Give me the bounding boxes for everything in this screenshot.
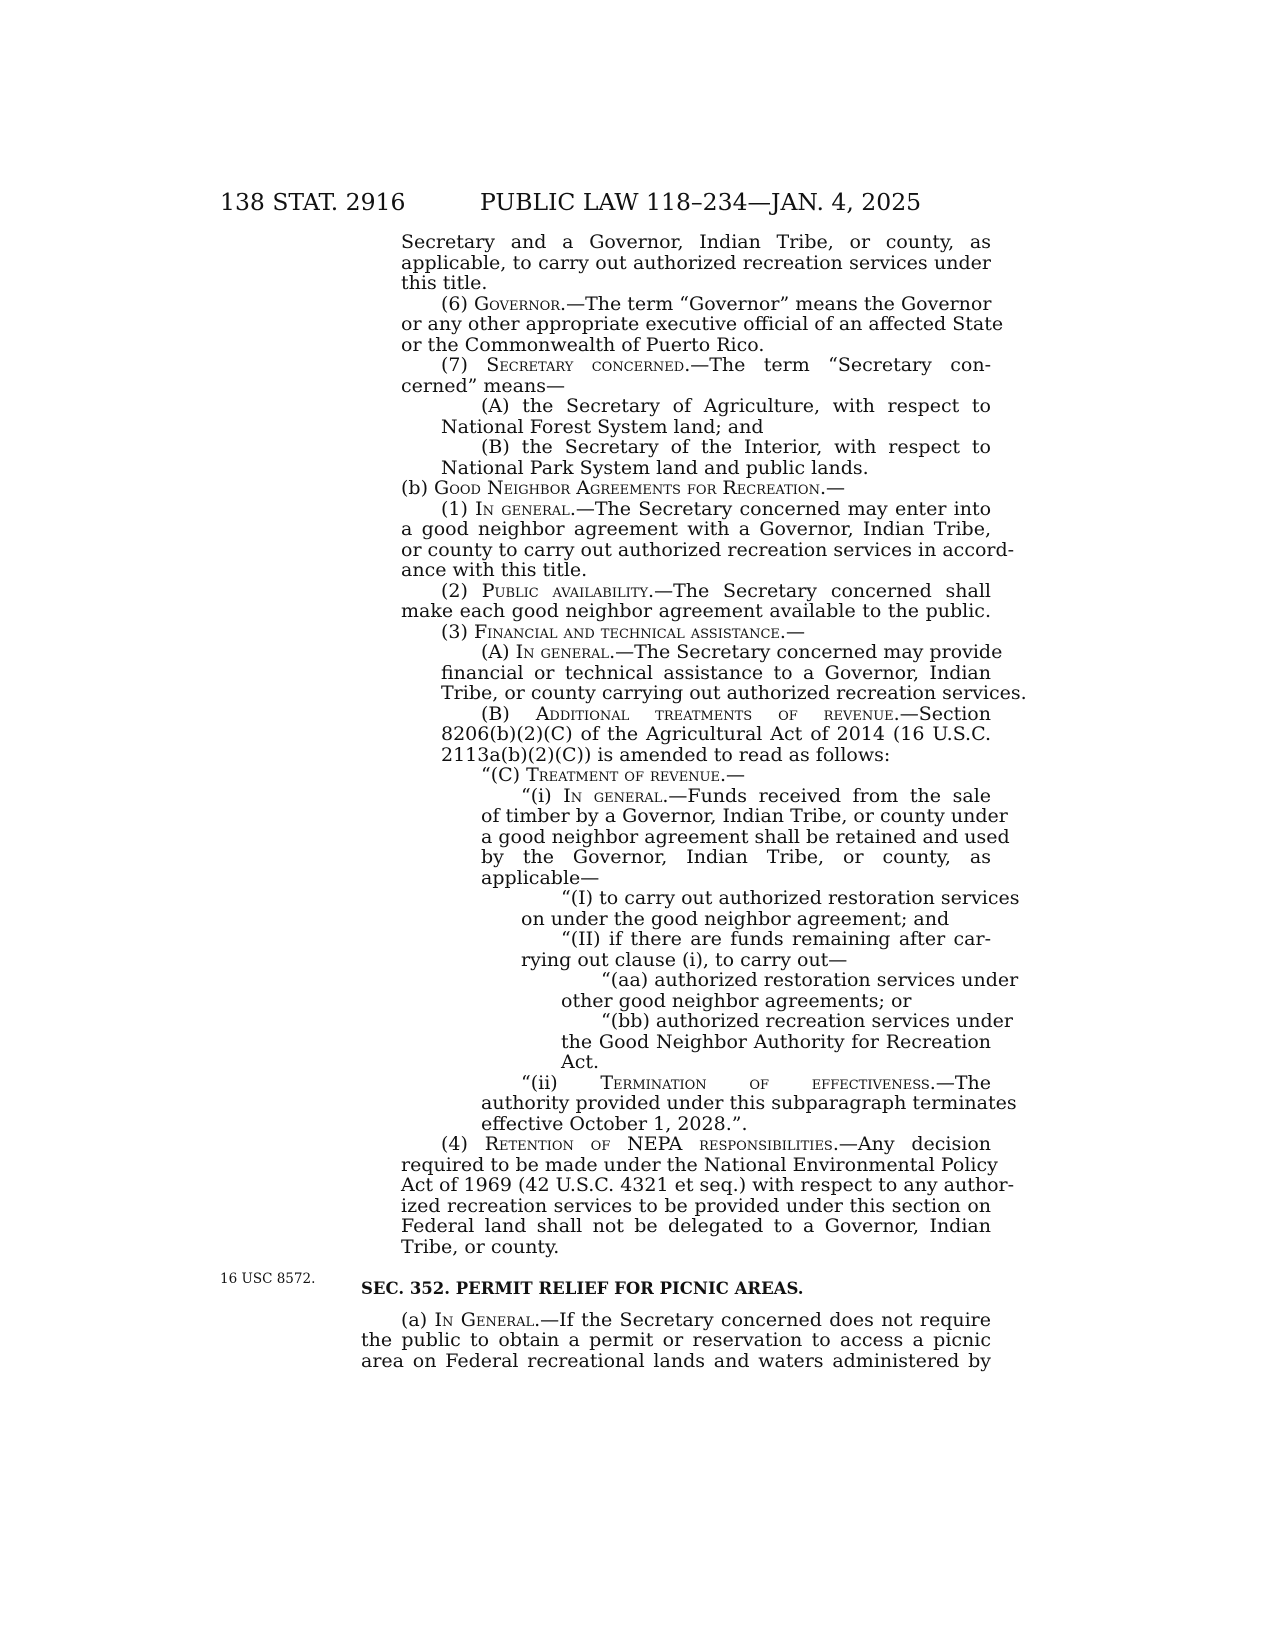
paragraph-b4-first-line [401,1134,991,1155]
text-line: authority provided under this subparagraph terminates [481,1092,1017,1114]
text-line: 2113a(b)(2)(C)) is amended to read as follows: [441,743,891,766]
paragraph-text: .—The Secretary concerned may enter into [569,497,992,520]
section-spacer [401,1257,991,1279]
clause-heading: Termination of effectiveness [600,1071,930,1094]
clause-number: “(ii) [521,1071,601,1094]
text-line: National Forest System land; and [441,415,764,438]
paragraph-number: (1) [441,497,476,520]
text-line: or any other appropriate executive official of an affected State [401,313,1004,335]
text-line: Tribe, or county. [401,1235,560,1258]
paragraph-heading: In general [475,497,570,520]
text-line: the public to obtain a permit or reservation to access a picnic [361,1329,991,1351]
text-line: applicable— [481,866,600,889]
statute-body [361,231,1027,1372]
text-line: of timber by a Governor, Indian Tribe, or county under [481,805,1008,827]
text-line: required to be made under the National Environmental Policy [401,1153,998,1176]
usc-margin-note: 16 USC 8572. [220,1271,316,1287]
subparagraph-text: .—The Secretary concerned may provide [609,641,1003,663]
subparagraph-b3a-first-line [401,641,1003,663]
text-line: applicable, to carry out authorized recreation services under [401,251,991,274]
subparagraph-number: (B) [481,702,536,725]
section-352-title: SEC. 352. PERMIT RELIEF FOR PICNIC AREAS. [361,1279,804,1298]
text-line: a good neighbor agreement shall be retained and used [481,825,1010,848]
subsection-heading: Good Neighbor Agreements for Recreation [434,477,820,499]
text-line: “(II) if there are funds remaining after car- [561,928,991,950]
paragraph-text: .—The Secretary concerned shall [648,579,992,602]
subparagraph-number: (A) [481,641,516,663]
text-line: financial or technical assistance to a Governor, Indian [441,661,991,684]
clause-heading: In general [563,784,663,807]
paragraph-number: (7) [441,354,487,376]
paragraph-number: (3) [441,620,474,643]
subparagraph-number: “(C) [481,764,527,786]
clause-ii-first-line [401,1073,991,1094]
text-line: “(bb) authorized recreation services under [601,1010,1013,1032]
text-line: make each good neighbor agreement available to the public. [401,600,991,622]
text-line: other good neighbor agreements; or [561,989,912,1012]
subparagraph-heading: Treatment of revenue [526,764,721,786]
text-line: area on Federal recreational lands and waters administered by [361,1349,991,1372]
paragraph-number: (2) [441,579,482,602]
text-line: “(I) to carry out authorized restoration services [561,887,1020,909]
clause-i-first-line [401,786,991,807]
subsection-number: (b) [401,477,435,499]
paragraph-6-first-line [401,294,991,315]
text-line: Federal land shall not be delegated to a Governor, Indian [401,1215,991,1237]
text-line: cerned” means— [401,374,565,397]
subsection-number: (a) [401,1308,435,1331]
paragraph-text: .—The term “Governor” means the Governor [560,292,992,315]
paragraph-b3-heading-line [401,622,991,643]
paragraph-b1-first-line [401,499,991,520]
text-line: (A) the Secretary of Agriculture, with respect to [481,395,991,417]
text-line: Tribe, or county carrying out authorized recreation services. [441,682,1027,704]
subsection-text: .—If the Secretary concerned does not require [534,1308,991,1331]
text-line: ance with this title. [401,559,588,581]
subsection-b-heading-line [401,478,991,499]
text-line: (B) the Secretary of the Interior, with respect to [481,436,991,458]
text-line: effective October 1, 2028.”. [481,1112,748,1135]
stat-reference: 138 STAT. 2916 [220,188,406,216]
paragraph-heading: Public availability [481,579,649,602]
running-header-title: PUBLIC LAW 118–234—JAN. 4, 2025 [480,188,922,216]
quoted-subparagraph-c-heading-line [401,765,991,786]
text-line: the Good Neighbor Authority for Recreation [561,1030,991,1053]
paragraph-heading: Retention of NEPA responsibilities [484,1133,833,1155]
text-line: Secretary and a Governor, Indian Tribe, or county, as [401,231,991,253]
text-line: by the Governor, Indian Tribe, or county, as [481,846,991,868]
paragraph-number: (6) [441,292,474,315]
paragraph-text: .—Any decision [832,1133,991,1155]
text-line: Act. [561,1051,600,1073]
text-line: rying out clause (i), to carry out— [521,948,848,971]
subsection-a-first-line [361,1310,991,1331]
paragraph-heading: Governor [473,292,561,315]
subparagraph-heading-tail: .— [720,764,746,786]
paragraph-heading: Financial and technical assistance [473,620,780,643]
subsection-heading-tail: .— [819,477,845,499]
paragraph-number: (4) [441,1133,485,1155]
subparagraph-b3b-first-line [401,704,991,725]
clause-text: .—The [929,1071,991,1094]
subparagraph-heading: Additional treatments of revenue [535,702,894,725]
text-line: 8206(b)(2)(C) of the Agricultural Act of 2014 (16 U.S.C. [441,723,991,745]
clause-number: “(i) [521,784,564,807]
paragraph-heading: Secretary concerned [486,354,685,376]
subsection-heading: In General [434,1308,535,1331]
text-line: a good neighbor agreement with a Governor, Indian Tribe, [401,518,991,540]
subparagraph-heading: In general [515,641,610,663]
text-line: or county to carry out authorized recreation services in accord- [401,538,1015,561]
text-line: “(aa) authorized restoration services under [601,969,1019,991]
paragraph-text: .—The term “Secretary con- [684,354,991,376]
subparagraph-text: .—Section [893,702,991,725]
text-line: or the Commonwealth of Puerto Rico. [401,333,765,356]
paragraph-b2-first-line [401,581,991,602]
text-line: this title. [401,272,488,294]
text-line: on under the good neighbor agreement; and [521,907,950,930]
text-line: ized recreation services to be provided under this section on [401,1194,991,1217]
clause-text: .—Funds received from the sale [662,784,992,807]
paragraph-heading-tail: .— [779,620,805,643]
text-line: National Park System land and public lands. [441,456,869,479]
text-line: Act of 1969 (42 U.S.C. 4321 et seq.) with respect to any author- [401,1174,1015,1196]
paragraph-7-first-line [401,355,991,376]
